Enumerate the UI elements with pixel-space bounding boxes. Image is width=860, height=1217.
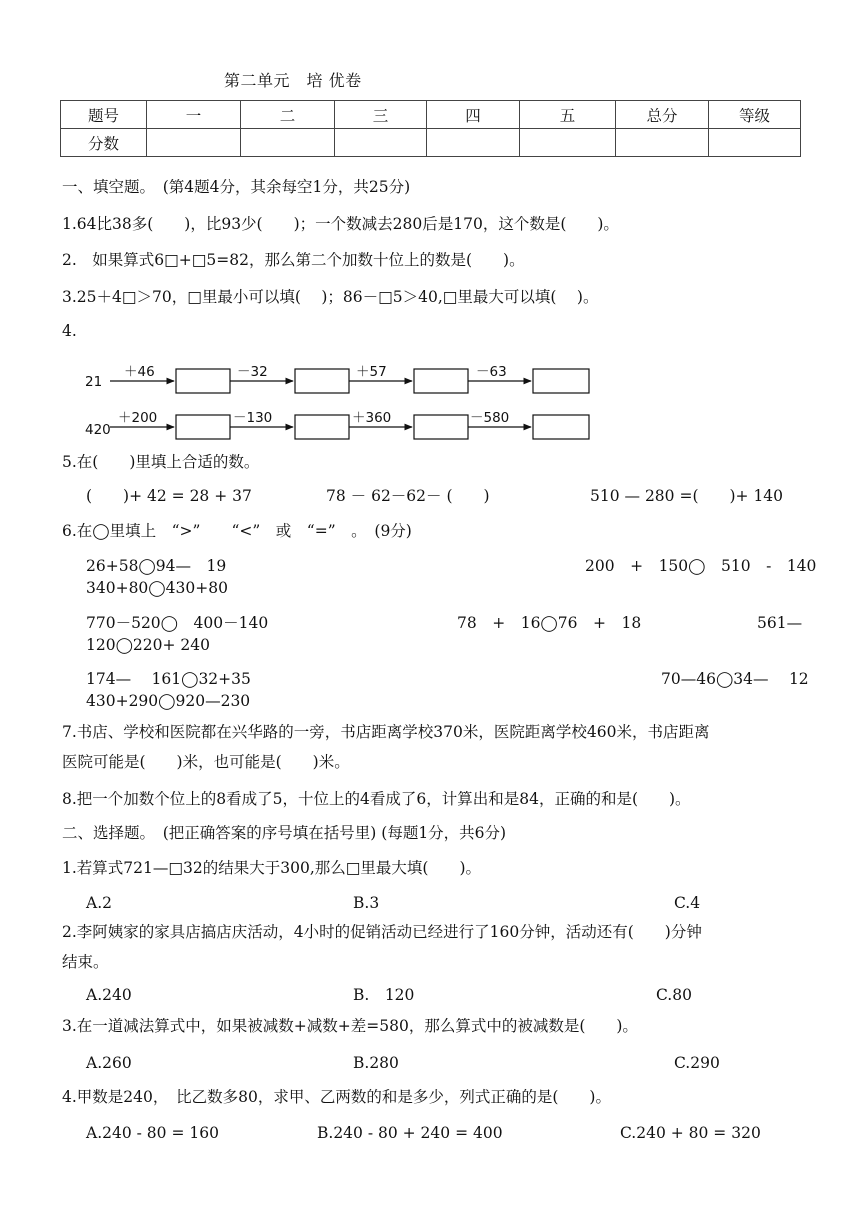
option[interactable]: C.290 <box>674 1054 720 1072</box>
chain2-op: ＋200 <box>118 410 158 426</box>
chain2-op: ＋360 <box>352 410 392 426</box>
option[interactable]: A.240 <box>86 986 132 1004</box>
score-cell[interactable] <box>241 129 335 157</box>
score-table-score-row <box>61 129 801 157</box>
option[interactable]: A.240 - 80 = 160 <box>86 1124 219 1142</box>
header-cell: 三 <box>335 101 427 129</box>
question-1-2: 2. 如果算式6□+□5=82，那么第二个加数十位上的数是( )。 <box>62 251 525 269</box>
header-cell: 一 <box>147 101 241 129</box>
question-1-1: 1.64比38多( )，比93少( )；一个数减去280后是170，这个数是( )。 <box>62 215 619 233</box>
question-1-5: 5.在( )里填上合适的数。 <box>62 453 260 471</box>
q6-item: 78 + 16◯76 + 18 <box>457 614 642 632</box>
chain1-op: －32 <box>237 364 268 380</box>
option[interactable]: A.2 <box>86 894 112 912</box>
q5-item: 510 — 280 =( )+ 140 <box>590 487 784 505</box>
score-cell[interactable] <box>520 129 616 157</box>
question-1-7: 7.书店、学校和医院都在兴华路的一旁，书店距离学校370米，医院距离学校460米，书店距离 <box>62 723 710 741</box>
option[interactable]: C.80 <box>656 986 692 1004</box>
answer-box[interactable] <box>295 415 349 439</box>
chain2-start: 420 <box>85 422 111 438</box>
question-2-1: 1.若算式721—□32的结果大于300,那么□里最大填( )。 <box>62 859 481 877</box>
score-table <box>60 100 801 157</box>
answer-box[interactable] <box>414 415 468 439</box>
q6-item: 120◯220+ 240 <box>86 636 211 654</box>
option[interactable]: B.3 <box>353 894 380 912</box>
q5-item: ( )+ 42 = 28 + 37 <box>86 487 252 505</box>
option[interactable]: B.280 <box>353 1054 399 1072</box>
row-label: 分数 <box>61 129 147 157</box>
option[interactable]: B.240 - 80 + 240 = 400 <box>317 1124 503 1142</box>
chain1-op: ＋46 <box>124 364 155 380</box>
option[interactable]: A.260 <box>86 1054 132 1072</box>
score-cell[interactable] <box>335 129 427 157</box>
chain1-op: －63 <box>476 364 507 380</box>
answer-box[interactable] <box>295 369 349 393</box>
question-2-2: 2.李阿姨家的家具店搞店庆活动，4小时的促销活动已经进行了160分钟，活动还有( )分钟 <box>62 923 702 941</box>
q5-item: 78 － 62－62－ ( ) <box>326 487 490 505</box>
option[interactable]: C.240 + 80 = 320 <box>620 1124 761 1142</box>
section2-heading: 二、选择题。 (把正确答案的序号填在括号里) (每题1分，共6分) <box>62 824 507 842</box>
question-2-2-cont: 结束。 <box>62 953 109 971</box>
section1-heading: 一、填空题。 (第4题4分，其余每空1分，共25分) <box>62 178 411 196</box>
score-cell[interactable] <box>616 129 709 157</box>
header-cell: 等级 <box>709 101 801 129</box>
q6-item: 200 + 150◯ 510 - 140 <box>585 557 817 575</box>
answer-box[interactable] <box>414 369 468 393</box>
q6-item: 561— <box>757 614 803 632</box>
q6-item: 770－520◯ 400－140 <box>86 614 269 632</box>
chain1-op: ＋57 <box>356 364 387 380</box>
question-2-3: 3.在一道减法算式中，如果被减数+减数+差=580，那么算式中的被减数是( )。 <box>62 1017 638 1035</box>
header-cell: 题号 <box>61 101 147 129</box>
answer-box[interactable] <box>533 369 589 393</box>
q6-item: 430+290◯920—230 <box>86 692 251 710</box>
question-1-6: 6.在◯里填上 “>” “<” 或 “=” 。 (9分) <box>62 522 412 540</box>
header-cell: 总分 <box>616 101 709 129</box>
question-1-7-cont: 医院可能是( )米，也可能是( )米。 <box>62 753 350 771</box>
page-title: 第二单元 培 优卷 <box>224 71 362 90</box>
option[interactable]: C.4 <box>674 894 701 912</box>
question-1-3: 3.25＋4□＞70，□里最小可以填( )；86－□5＞40,□里最大可以填( )。 <box>62 288 599 306</box>
chain2-op: －580 <box>470 410 510 426</box>
q6-item: 26+58◯94— 19 <box>86 557 227 575</box>
q6-item: 70—46◯34— 12 <box>661 670 809 688</box>
score-cell[interactable] <box>147 129 241 157</box>
header-cell: 五 <box>520 101 616 129</box>
question-1-8: 8.把一个加数个位上的8看成了5，十位上的4看成了6，计算出和是84，正确的和是( )。 <box>62 790 691 808</box>
score-cell[interactable] <box>427 129 520 157</box>
header-cell: 二 <box>241 101 335 129</box>
answer-box[interactable] <box>533 415 589 439</box>
q6-item: 340+80◯430+80 <box>86 579 228 597</box>
q6-item: 174— 161◯32+35 <box>86 670 251 688</box>
score-cell[interactable] <box>709 129 801 157</box>
arrow-chain-diagram <box>80 355 610 445</box>
score-table-header-row <box>61 101 801 129</box>
option[interactable]: B. 120 <box>353 986 415 1004</box>
chain2-op: －130 <box>233 410 273 426</box>
answer-box[interactable] <box>176 415 230 439</box>
question-1-4: 4. <box>62 322 77 340</box>
chain1-start: 21 <box>85 374 103 390</box>
question-2-4: 4.甲数是240， 比乙数多80，求甲、乙两数的和是多少，列式正确的是( )。 <box>62 1088 611 1106</box>
answer-box[interactable] <box>176 369 230 393</box>
header-cell: 四 <box>427 101 520 129</box>
